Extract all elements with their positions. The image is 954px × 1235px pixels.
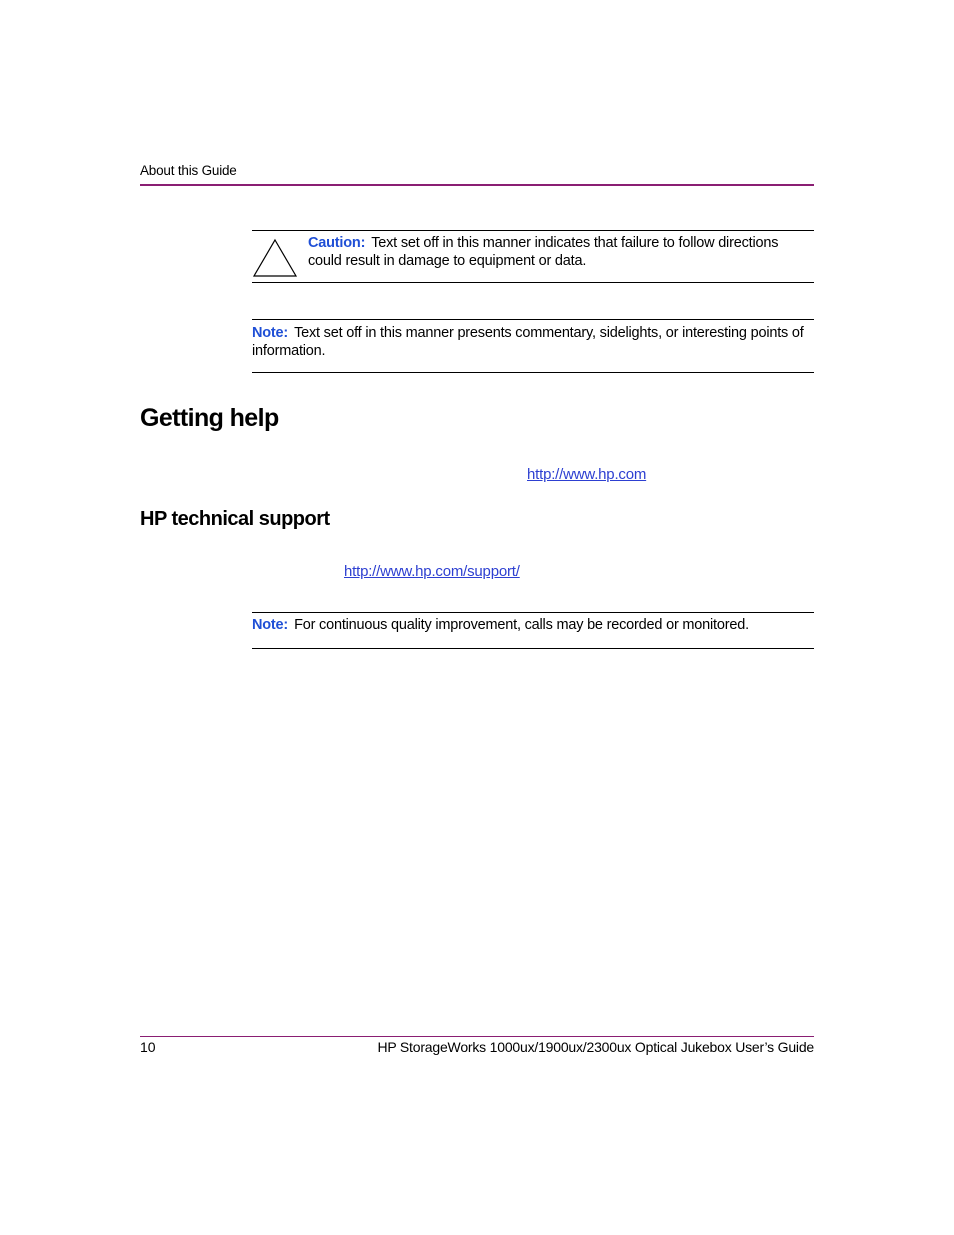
support-note-bottom-rule — [252, 648, 814, 649]
support-note-body: For continuous quality improvement, calls may be recorded or monitored. — [294, 617, 749, 633]
note-top-rule — [252, 319, 814, 320]
hp-website-link[interactable]: http://www.hp.com — [527, 466, 647, 483]
support-note-top-rule — [252, 612, 814, 613]
support-note-label: Note: — [252, 617, 289, 633]
note-label: Note: — [252, 325, 289, 341]
caution-message — [308, 235, 814, 270]
caution-body: Text set off in this manner indicates that failure to follow directions could result in damage to equipment or data. — [308, 235, 779, 269]
hp-support-link[interactable]: http://www.hp.com/support/ — [344, 563, 520, 580]
caution-triangle-icon — [252, 238, 298, 278]
footer-title: HP StorageWorks 1000ux/1900ux/2300ux Optical Jukebox User’s Guide — [377, 1039, 814, 1055]
page-number: 10 — [140, 1039, 156, 1055]
note-intro — [252, 325, 814, 360]
note-body: Text set off in this manner presents commentary, sidelights, or interesting points of information. — [252, 325, 804, 359]
footer-rule — [140, 1036, 814, 1037]
caution-bottom-rule — [252, 282, 814, 283]
getting-help-heading: Getting help — [140, 404, 279, 432]
note-support — [252, 617, 814, 635]
header-rule — [140, 184, 814, 186]
running-head: About this Guide — [140, 163, 237, 178]
caution-top-rule — [252, 230, 814, 231]
note-bottom-rule — [252, 372, 814, 373]
tech-support-heading: HP technical support — [140, 508, 330, 530]
caution-label: Caution: — [308, 235, 366, 251]
